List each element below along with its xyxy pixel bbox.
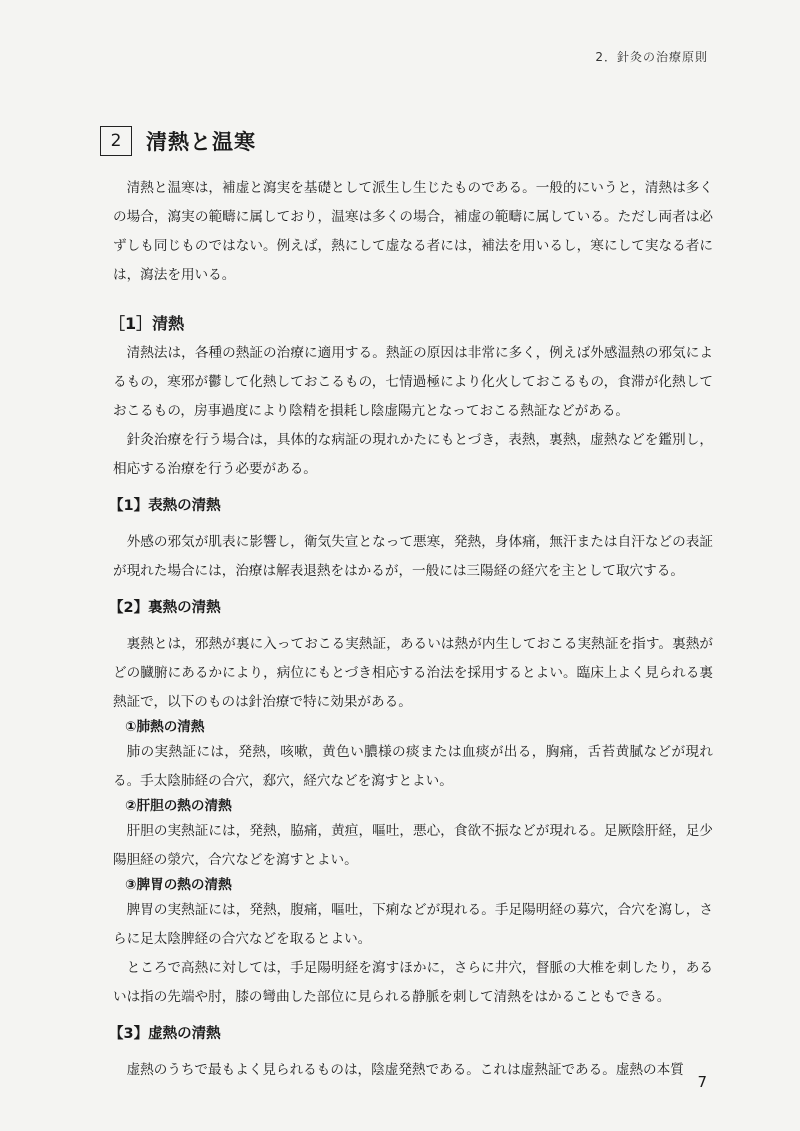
subitem-paragraph: 脾胃の実熱証には，発熱，腹痛，嘔吐，下痢などが現れる。手足陽明経の募穴，合穴を瀉し，さらに足太陰脾経の合穴などを取るとよい。 xyxy=(113,902,713,947)
item-heading-deficiency-heat: 【3】虚熱の清熱 xyxy=(109,1026,221,1042)
subitem-paragraph: 肝胆の実熱証には，発熱，脇痛，黄疸，嘔吐，悪心，食欲不振などが現れる。足厥陰肝経，足少陽胆経の滎穴，合穴などを瀉すとよい。 xyxy=(113,823,713,868)
subitem-paragraph: 肺の実熱証には，発熱，咳嗽，黄色い膿様の痰または血痰が出る，胸痛，舌苔黄膩などが現れる。手太陰肺経の合穴，郄穴，経穴などを瀉すとよい。 xyxy=(113,744,713,789)
item-heading-surface-heat: 【1】表熱の清熱 xyxy=(109,498,221,514)
subsection-paragraph: 針灸治療を行う場合は，具体的な病証の現れかたにもとづき，表熱，裏熱，虚熱などを鑑別し，相応する治療を行う必要がある。 xyxy=(113,432,713,477)
subsection-paragraph: 清熱法は，各種の熱証の治療に適用する。熱証の原因は非常に多く，例えば外感温熱の邪気によるもの，寒邪が鬱して化熱しておこるもの，七情過極により化火しておこるもの，食滞が化熱しておこるもの，房事過度により陰精を損耗し陰虚陽亢となっておこる熱証などがある。 xyxy=(113,345,713,419)
page-number: 7 xyxy=(697,1073,707,1091)
item-paragraph: 外感の邪気が肌表に影響し，衛気失宣となって悪寒，発熱，身体痛，無汗または自汗などの表証が現れた場合には，治療は解表退熱をはかるが，一般には三陽経の経穴を主として取穴する。 xyxy=(113,534,713,579)
subitem-heading-liver-gallbladder-heat: ②肝胆の熱の清熱 xyxy=(125,798,232,814)
section-heading xyxy=(100,126,256,156)
intro-paragraph: 清熱と温寒は，補虚と瀉実を基礎として派生し生じたものである。一般的にいうと，清熱は多くの場合，瀉実の範疇に属しており，温寒は多くの場合，補虚の範疇に属している。ただし両者は必ずしも同じものではない。例えば，熱にして虚なる者には，補法を用いるし，寒にして実なる者には，瀉法を用いる。 xyxy=(113,180,713,283)
subitem-heading-lung-heat: ①肺熱の清熱 xyxy=(125,719,205,735)
subitem-paragraph: ところで高熱に対しては，手足陽明経を瀉すほかに，さらに井穴，督脈の大椎を刺したり，あるいは指の先端や肘，膝の彎曲した部位に見られる静脈を刺して清熱をはかることもできる。 xyxy=(113,960,713,1005)
subitem-heading-spleen-stomach-heat: ③脾胃の熱の清熱 xyxy=(125,877,232,893)
section-title: 清熱と温寒 xyxy=(146,130,256,154)
item-heading-interior-heat: 【2】裏熱の清熱 xyxy=(109,600,221,616)
section-number: 2 xyxy=(100,126,132,156)
item-paragraph: 裏熱とは，邪熱が裏に入っておこる実熱証，あるいは熱が内生しておこる実熱証を指す。裏熱がどの臓腑にあるかにより，病位にもとづき相応する治法を採用するとよい。臨床上よく見られる裏熱証で，以下のものは針治療で特に効果がある。 xyxy=(113,636,713,710)
item-paragraph: 虚熱のうちで最もよく見られるものは，陰虚発熱である。これは虚熱証である。虚熱の本質 xyxy=(126,1062,684,1078)
subsection-heading: ［1］清熱 xyxy=(109,314,185,333)
body-content xyxy=(109,174,713,1085)
running-header: 2．針灸の治療原則 xyxy=(595,50,708,64)
